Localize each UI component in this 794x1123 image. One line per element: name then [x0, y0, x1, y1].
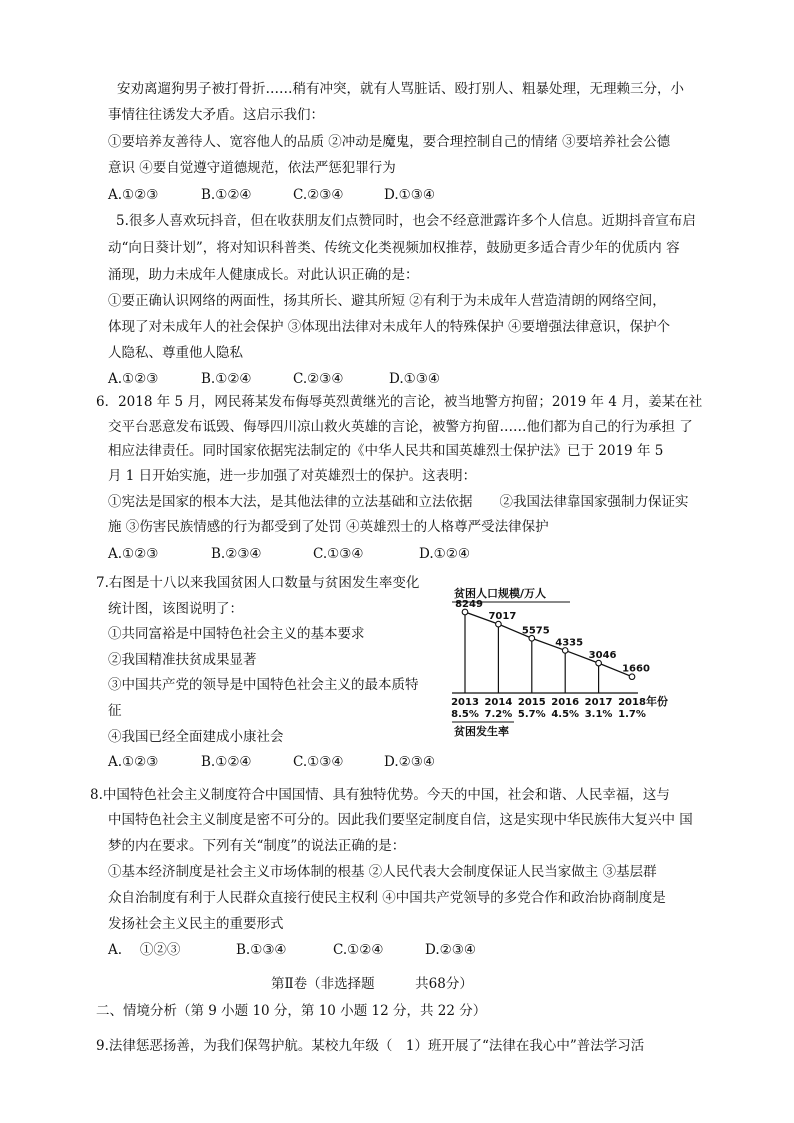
data-label: 8249 [455, 599, 483, 610]
q5-line: 涌现，助力未成年人健康成长。对此认识正确的是： [108, 267, 419, 283]
q6-option-d: D.①②④ [419, 546, 470, 562]
q4-option-d: D.①③④ [384, 187, 435, 203]
x-tick-label: 2013 [451, 697, 479, 708]
rate-value-label: 3.1% [584, 709, 613, 720]
q7-line: 7.右图是十八以来我国贫困人口数量与贫困发生率变化 [96, 575, 420, 591]
q6-line: 交平台恶意发布诋毁、侮辱四川凉山救火英雄的言论，被警方拘留……他们都为自己的行为承担 了 [108, 419, 693, 435]
x-tick-label: 2016 [551, 697, 580, 708]
q8-option-c: C.①②④ [333, 942, 384, 958]
q9-line: 9.法律惩恶扬善，为我们保驾护航。某校九年级（ 1）班开展了“法律在我心中”普法学习活 [96, 1038, 645, 1054]
data-point [529, 635, 535, 641]
q8-option-d: D.②③④ [425, 942, 476, 958]
rate-value-label: 7.2% [484, 709, 513, 720]
q6-line: 施 ③伤害民族情感的行为都受到了处罚 ④英雄烈士的人格尊严受法律保护 [108, 519, 549, 535]
data-label: 7017 [488, 611, 517, 623]
rate-value-label: 5.7% [517, 709, 546, 720]
q8-option-b: B.①③④ [236, 942, 287, 958]
data-point [562, 648, 568, 654]
q4-line: 安劝离遛狗男子被打骨折……稍有冲突，就有人骂脏话、殴打别人、粗暴处理，无理赖三分，小 [117, 81, 684, 97]
q6-option-a: A.①②③ [108, 546, 159, 562]
poverty-population-chart [448, 586, 680, 746]
data-label: 1660 [622, 663, 650, 675]
q7-line: 征 [108, 703, 122, 719]
q6-line: 6．2018 年 5 月，网民蒋某发布侮辱英烈黄继光的言论，被当地警方拘留；2019 年 4 月，姜某在社 [96, 394, 703, 410]
data-point [462, 609, 468, 615]
q7-line: 统计图，该图说明了： [108, 601, 243, 617]
q4-option-b: B.①②④ [201, 187, 252, 203]
chart-title: 贫困人口规模/万人 [454, 587, 547, 600]
rate-value-label: 1.7% [618, 709, 646, 720]
q8-line: 中国特色社会主义制度是密不可分的。因此我们要坚定制度自信，这是实现中华民族伟大复兴中 国 [108, 812, 693, 828]
data-label: 4335 [555, 637, 584, 649]
q8-line: ①基本经济制度是社会主义市场体制的根基 ②人民代表大会制度保证人民当家做主 ③基层群 [108, 864, 657, 880]
q5-line: ①要正确认识网络的两面性，扬其所长、避其所短 ②有利于为未成年人营造清朗的网络空间， [108, 293, 666, 309]
data-point [629, 674, 635, 680]
q6-line: ①宪法是国家的根本大法，是其他法律的立法基础和立法依据 ②我国法律靠国家强制力保证实 [108, 494, 689, 510]
q6-option-b: B.②③④ [211, 546, 262, 562]
rate-label: 贫困发生率 [454, 725, 509, 738]
q5-option-b: B.①②④ [201, 371, 252, 387]
q4-option-c: C.②③④ [293, 187, 344, 203]
q5-line: 5.很多人喜欢玩抖音，但在收获朋友们点赞同时，也会不经意泄露许多个人信息。近期抖音宣布启 [116, 213, 696, 229]
data-point [596, 660, 602, 666]
q8-option-a: A. ①②③ [108, 942, 181, 958]
q4-line: 事情往往诱发大矛盾。这启示我们： [108, 107, 324, 123]
q7-line: ②我国精准扶贫成果显著 [108, 652, 257, 668]
part-two-title: 第Ⅱ卷（非选择题 共68分） [271, 976, 473, 992]
x-tick-label: 2014 [484, 697, 513, 708]
data-label: 5575 [521, 625, 550, 637]
q5-option-c: C.②③④ [293, 371, 344, 387]
q7-option-c: C.①③④ [293, 754, 344, 770]
q4-option-a: A.①②③ [108, 187, 159, 203]
q7-option-d: D.②③④ [384, 754, 435, 770]
q6-line: 相应法律责任。同时国家依据宪法制定的《中华人民共和国英雄烈士保护法》已于 2019 年 5 [108, 443, 664, 459]
q5-line: 体现了对未成年人的社会保护 ③体现出法律对未成年人的特殊保护 ④要增强法律意识，保护个 [108, 319, 671, 335]
q8-line: 众自治制度有利于人民群众直接行使民主权利 ④中国共产党领导的多党合作和政治协商制度是 [108, 890, 666, 906]
q8-line: 8.中国特色社会主义制度符合中国国情、具有独特优势。今天的中国，社会和谐、人民幸福，这与 [90, 787, 670, 803]
q4-line: ①要培养友善待人、宽容他人的品质 ②冲动是魔鬼，要合理控制自己的情绪 ③要培养社会公德 [108, 134, 671, 150]
x-tick-label: 2017 [584, 697, 613, 708]
section-heading: 二、情境分析（第 9 小题 10 分，第 10 小题 12 分，共 22 分） [96, 1003, 487, 1019]
q5-line: 动“向日葵计划”，将对知识科普类、传统文化类视频加权推荐，鼓励更多适合青少年的优质内 容 [108, 240, 680, 256]
q6-line: 月 1 日开始实施，进一步加强了对英雄烈士的保护。这表明： [108, 468, 477, 484]
q6-option-c: C.①③④ [313, 546, 364, 562]
x-axis-label: 年份 [646, 695, 668, 708]
rate-value-label: 8.5% [451, 709, 479, 720]
x-tick-label: 2018 [618, 697, 646, 708]
data-label: 3046 [588, 650, 617, 662]
q7-option-a: A.①②③ [108, 754, 159, 770]
q7-option-b: B.①②④ [201, 754, 252, 770]
q7-line: ④我国已经全面建成小康社会 [108, 729, 284, 745]
q8-line: 梦的内在要求。下列有关“制度”的说法正确的是： [108, 838, 406, 854]
q5-line: 人隐私、尊重他人隐私 [108, 345, 243, 361]
q5-option-a: A.①②③ [108, 371, 159, 387]
q7-line: ①共同富裕是中国特色社会主义的基本要求 [108, 626, 365, 642]
q8-line: 发扬社会主义民主的重要形式 [108, 916, 284, 932]
data-point [496, 621, 502, 627]
q5-option-d: D.①③④ [389, 371, 440, 387]
q7-line: ③中国共产党的领导是中国特色社会主义的最本质特 [108, 677, 419, 693]
q4-line: 意识 ④要自觉遵守道德规范，依法严惩犯罪行为 [108, 160, 396, 176]
rate-value-label: 4.5% [551, 709, 580, 720]
x-tick-label: 2015 [517, 697, 546, 708]
